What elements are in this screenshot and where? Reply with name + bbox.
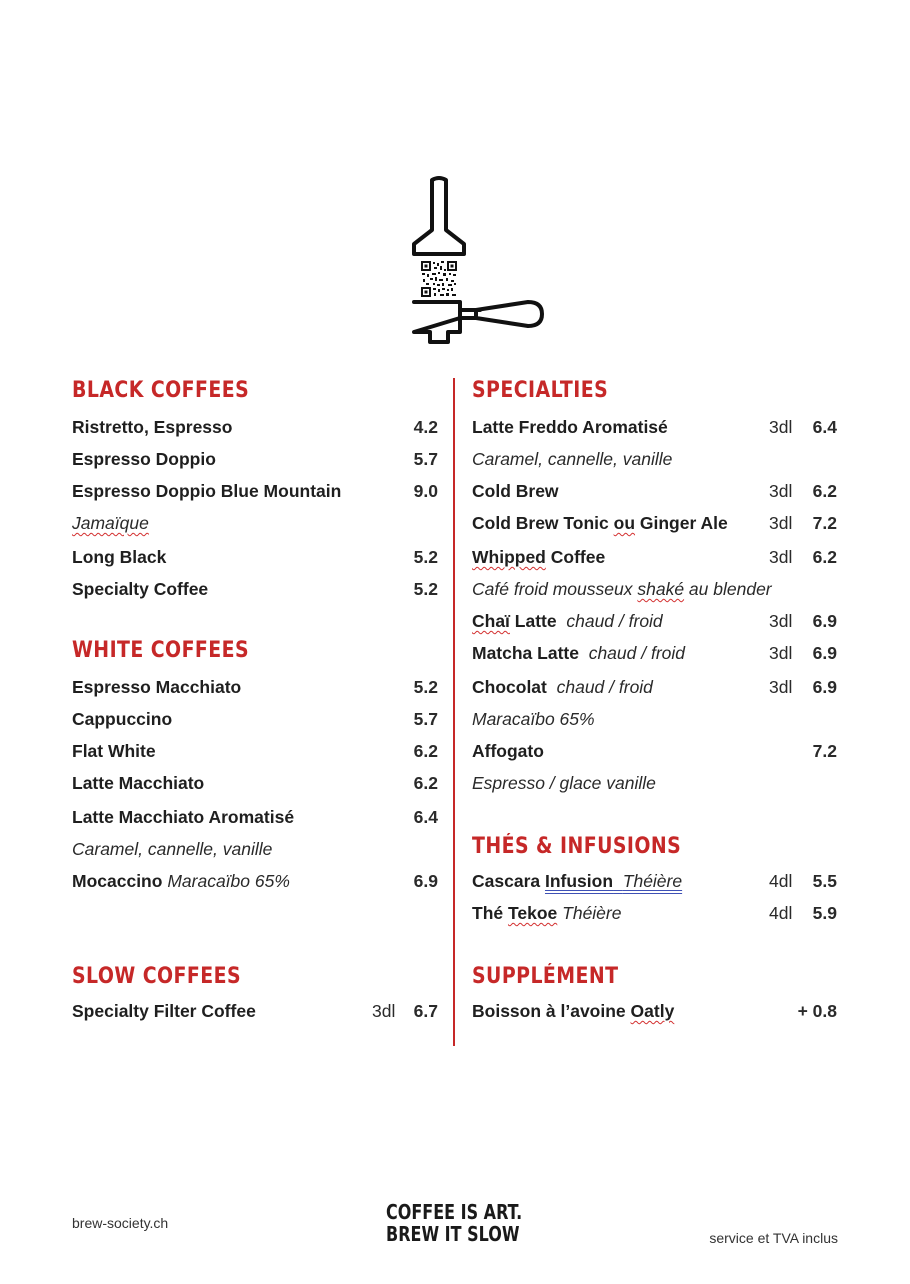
menu-item-note: Caramel, cannelle, vanille: [72, 839, 273, 859]
menu-item: Thé Tekoe Théière 4dl 5.9: [472, 903, 837, 923]
menu-item: Cappuccino 5.7: [72, 709, 438, 729]
section-title-slow-coffees: SLOW COFFEES: [72, 964, 242, 989]
menu-item: Chocolat chaud / froid 3dl 6.9: [472, 677, 837, 697]
menu-item: Espresso Doppio 5.7: [72, 449, 438, 469]
menu-item-note: Maracaïbo 65%: [472, 709, 595, 729]
section-title-thes-infusions: THÉS & INFUSIONS: [472, 834, 682, 859]
menu-item-note: Espresso / glace vanille: [472, 773, 656, 793]
qr-code-icon: [421, 261, 457, 297]
menu-item: Specialty Coffee 5.2: [72, 579, 438, 599]
website-link[interactable]: brew-society.ch: [72, 1215, 169, 1231]
menu-item: Espresso Macchiato 5.2: [72, 677, 438, 697]
menu-item: Latte Freddo Aromatisé 3dl 6.4: [472, 417, 837, 437]
menu-item: Chaï Latte chaud / froid 3dl 6.9: [472, 611, 837, 631]
menu-item: Espresso Doppio Blue Mountain 9.0: [72, 481, 438, 501]
menu-item: Long Black 5.2: [72, 547, 438, 567]
menu-item-note: Café froid mousseux shaké au blender: [472, 579, 772, 599]
menu-item: Latte Macchiato Aromatisé 6.4: [72, 807, 438, 827]
section-title-white-coffees: WHITE COFFEES: [72, 638, 250, 663]
menu-item: Latte Macchiato 6.2: [72, 773, 438, 793]
menu-item: Whipped Coffee 3dl 6.2: [472, 547, 837, 567]
legal-note: service et TVA inclus: [709, 1230, 838, 1246]
menu-item: Boisson à l’avoine Oatly + 0.8: [472, 1001, 837, 1021]
menu-item: Cold Brew 3dl 6.2: [472, 481, 837, 501]
menu-item: Affogato 7.2: [472, 741, 837, 761]
section-title-black-coffees: BLACK COFFEES: [72, 378, 250, 403]
tagline: COFFEE IS ART. BREW IT SLOW: [386, 1200, 523, 1246]
menu-item-note: Jamaïque: [72, 513, 149, 533]
column-divider: [453, 378, 455, 1046]
menu-item: Ristretto, Espresso 4.2: [72, 417, 438, 437]
menu-item: Specialty Filter Coffee 3dl 6.7: [72, 1001, 438, 1021]
menu-item: Matcha Latte chaud / froid 3dl 6.9: [472, 643, 837, 663]
menu-item: Mocaccino Maracaïbo 65% 6.9: [72, 871, 438, 891]
section-title-specialties: SPECIALTIES: [472, 378, 609, 403]
section-title-supplement: SUPPLÉMENT: [472, 964, 619, 989]
menu-item: Flat White 6.2: [72, 741, 438, 761]
menu-item: Cascara Infusion Théière 4dl 5.5: [472, 871, 837, 891]
menu-item-note: Caramel, cannelle, vanille: [472, 449, 673, 469]
menu-item: Cold Brew Tonic ou Ginger Ale 3dl 7.2: [472, 513, 837, 533]
